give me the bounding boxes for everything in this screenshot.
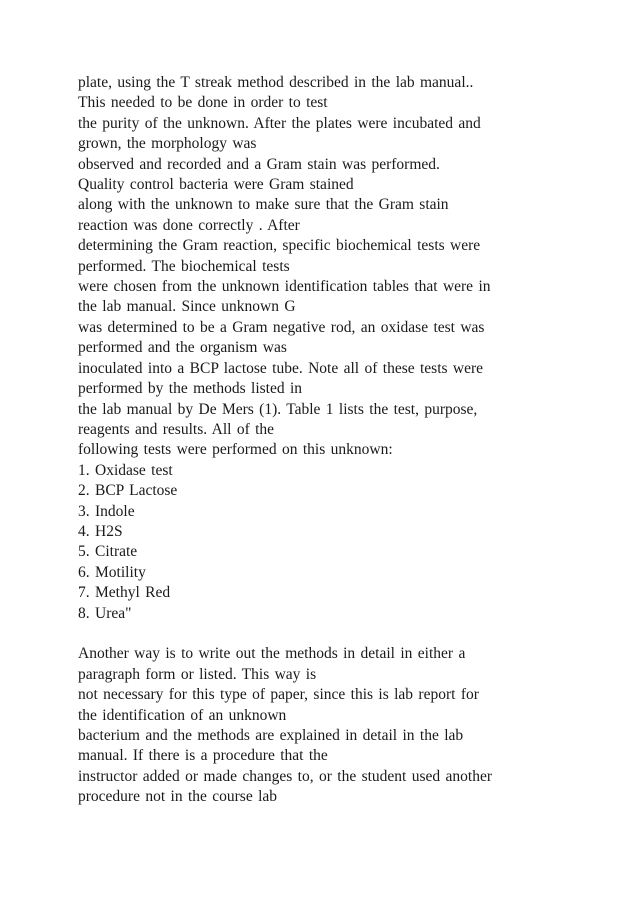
text-line: performed by the methods listed in: [78, 380, 303, 398]
text-line: the lab manual. Since unknown G: [78, 298, 296, 316]
text-line: plate, using the T streak method described in the lab manual..: [78, 74, 474, 91]
list-item: 2. BCP Lactose: [78, 482, 178, 500]
text-line: procedure not in the course lab: [78, 788, 278, 806]
text-line: reaction was done correctly . After: [78, 216, 300, 234]
text-line: inoculated into a BCP lactose tube. Note all of these tests were: [78, 359, 484, 377]
list-item: 3. Indole: [78, 502, 135, 520]
text-line: bacterium and the methods are explained in detail in the lab: [78, 726, 464, 744]
text-line: along with the unknown to make sure that the Gram stain: [78, 196, 449, 214]
text-line: Another way is to write out the methods in detail in either a: [78, 645, 466, 663]
paragraph-gap: [78, 624, 578, 644]
text-line: were chosen from the unknown identification tables that were in: [78, 278, 491, 296]
text-line: determining the Gram reaction, specific biochemical tests were: [78, 237, 481, 255]
list-item: 5. Citrate: [78, 543, 138, 561]
text-line: grown, the morphology was: [78, 135, 257, 153]
text-line: observed and recorded and a Gram stain was performed.: [78, 155, 440, 173]
text-line: paragraph form or listed. This way is: [78, 665, 317, 683]
document-page: [78, 73, 578, 808]
text-line: performed. The biochemical tests: [78, 257, 290, 275]
text-line: following tests were performed on this unknown:: [78, 441, 393, 459]
text-line: reagents and results. All of the: [78, 420, 275, 438]
list-item: 6. Motility: [78, 563, 146, 581]
text-line: the lab manual by De Mers (1). Table 1 lists the test, purpose,: [78, 400, 478, 418]
text-line: manual. If there is a procedure that the: [78, 747, 328, 765]
text-line: This needed to be done in order to test: [78, 94, 328, 112]
text-line: instructor added or made changes to, or the student used another: [78, 767, 493, 785]
list-item: 8. Urea": [78, 604, 132, 622]
text-line: Quality control bacteria were Gram stained: [78, 176, 354, 194]
list-item: 1. Oxidase test: [78, 461, 173, 479]
list-item: 4. H2S: [78, 522, 123, 540]
list-item: 7. Methyl Red: [78, 584, 171, 602]
text-line: the purity of the unknown. After the plates were incubated and: [78, 114, 481, 132]
text-line: performed and the organism was: [78, 339, 287, 357]
text-line: the identification of an unknown: [78, 706, 287, 724]
text-line: not necessary for this type of paper, since this is lab report for: [78, 686, 479, 704]
text-line: was determined to be a Gram negative rod, an oxidase test was: [78, 318, 485, 336]
